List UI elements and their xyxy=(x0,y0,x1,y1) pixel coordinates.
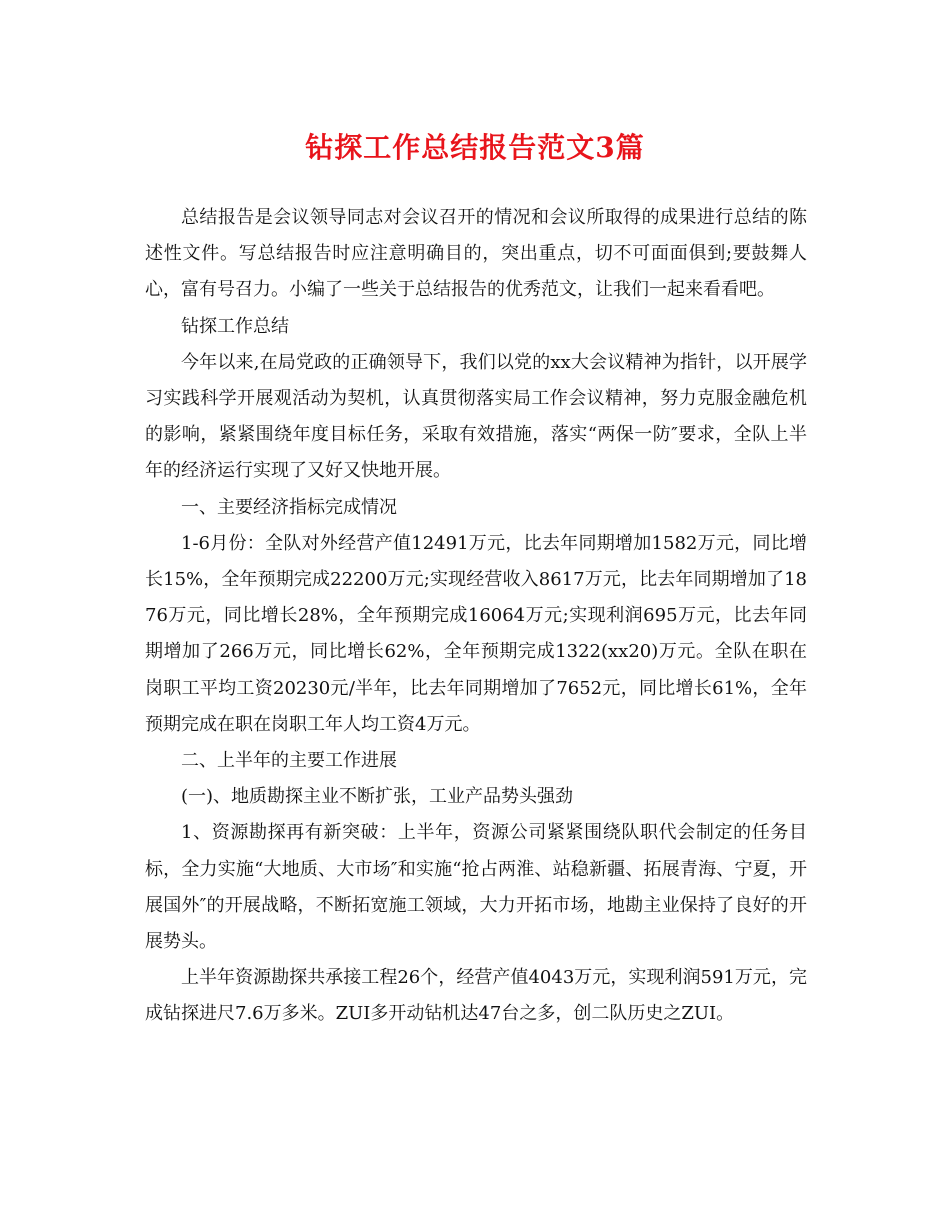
section-heading-indicators: 一、主要经济指标完成情况 xyxy=(181,496,397,518)
section-heading-progress: 二、上半年的主要工作进展 xyxy=(181,750,397,772)
section-heading-summary: 钻探工作总结 xyxy=(181,315,289,337)
document-title: 钻探工作总结报告范文3篇 xyxy=(305,131,645,164)
paragraph-half-year-results: 上半年资源勘探共承接工程26个，经营产值4043万元，实现利润591万元，完成钻探进尺7.6万多米。ZUI多开动钻机达47台之多，创二队历史之ZUI。 xyxy=(145,967,807,1025)
paragraph-overview: 今年以来,在局党政的正确领导下，我们以党的xx大会议精神为指针，以开展学习实践科学开展观活动为契机，认真贯彻落实局工作会议精神，努力克服金融危机的影响，紧紧围绕年度目标任务，采取有效措施，落实“两保一防″要求，全队上半年的经济运行实现了又好又快地开展。 xyxy=(145,351,807,482)
subsection-heading-geology: (一)、地质勘探主业不断扩张，工业产品势头强劲 xyxy=(181,786,574,808)
paragraph-resource-exploration: 1、资源勘探再有新突破：上半年，资源公司紧紧围绕队职代会制定的任务目标，全力实施“大地质、大市场″和实施“抢占两淮、站稳新疆、拓展青海、宁夏，开展国外″的开展战略，不断拓宽施工领域，大力开拓市场，地勘主业保持了良好的开展势头。 xyxy=(145,822,807,953)
paragraph-indicators: 1-6月份：全队对外经营产值12491万元，比去年同期增加1582万元，同比增长15%，全年预期完成22200万元;实现经营收入8617万元，比去年同期增加了1876万元，同比增长28%，全年预期完成16064万元;实现利润695万元，比去年同期增加了266万元，同比增长62%，全年预期完成1322(xx20)万元。全队在职在岗职工平均工资20230元/半年，比去年同期增加了7652元，同比增长61%，全年预期完成在职在岗职工年人均工资4万元。 xyxy=(145,532,807,735)
document-body xyxy=(145,200,807,1033)
paragraph-intro: 总结报告是会议领导同志对会议召开的情况和会议所取得的成果进行总结的陈述性文件。写总结报告时应注意明确目的，突出重点，切不可面面俱到;要鼓舞人心，富有号召力。小编了一些关于总结报告的优秀范文，让我们一起来看看吧。 xyxy=(145,207,807,301)
